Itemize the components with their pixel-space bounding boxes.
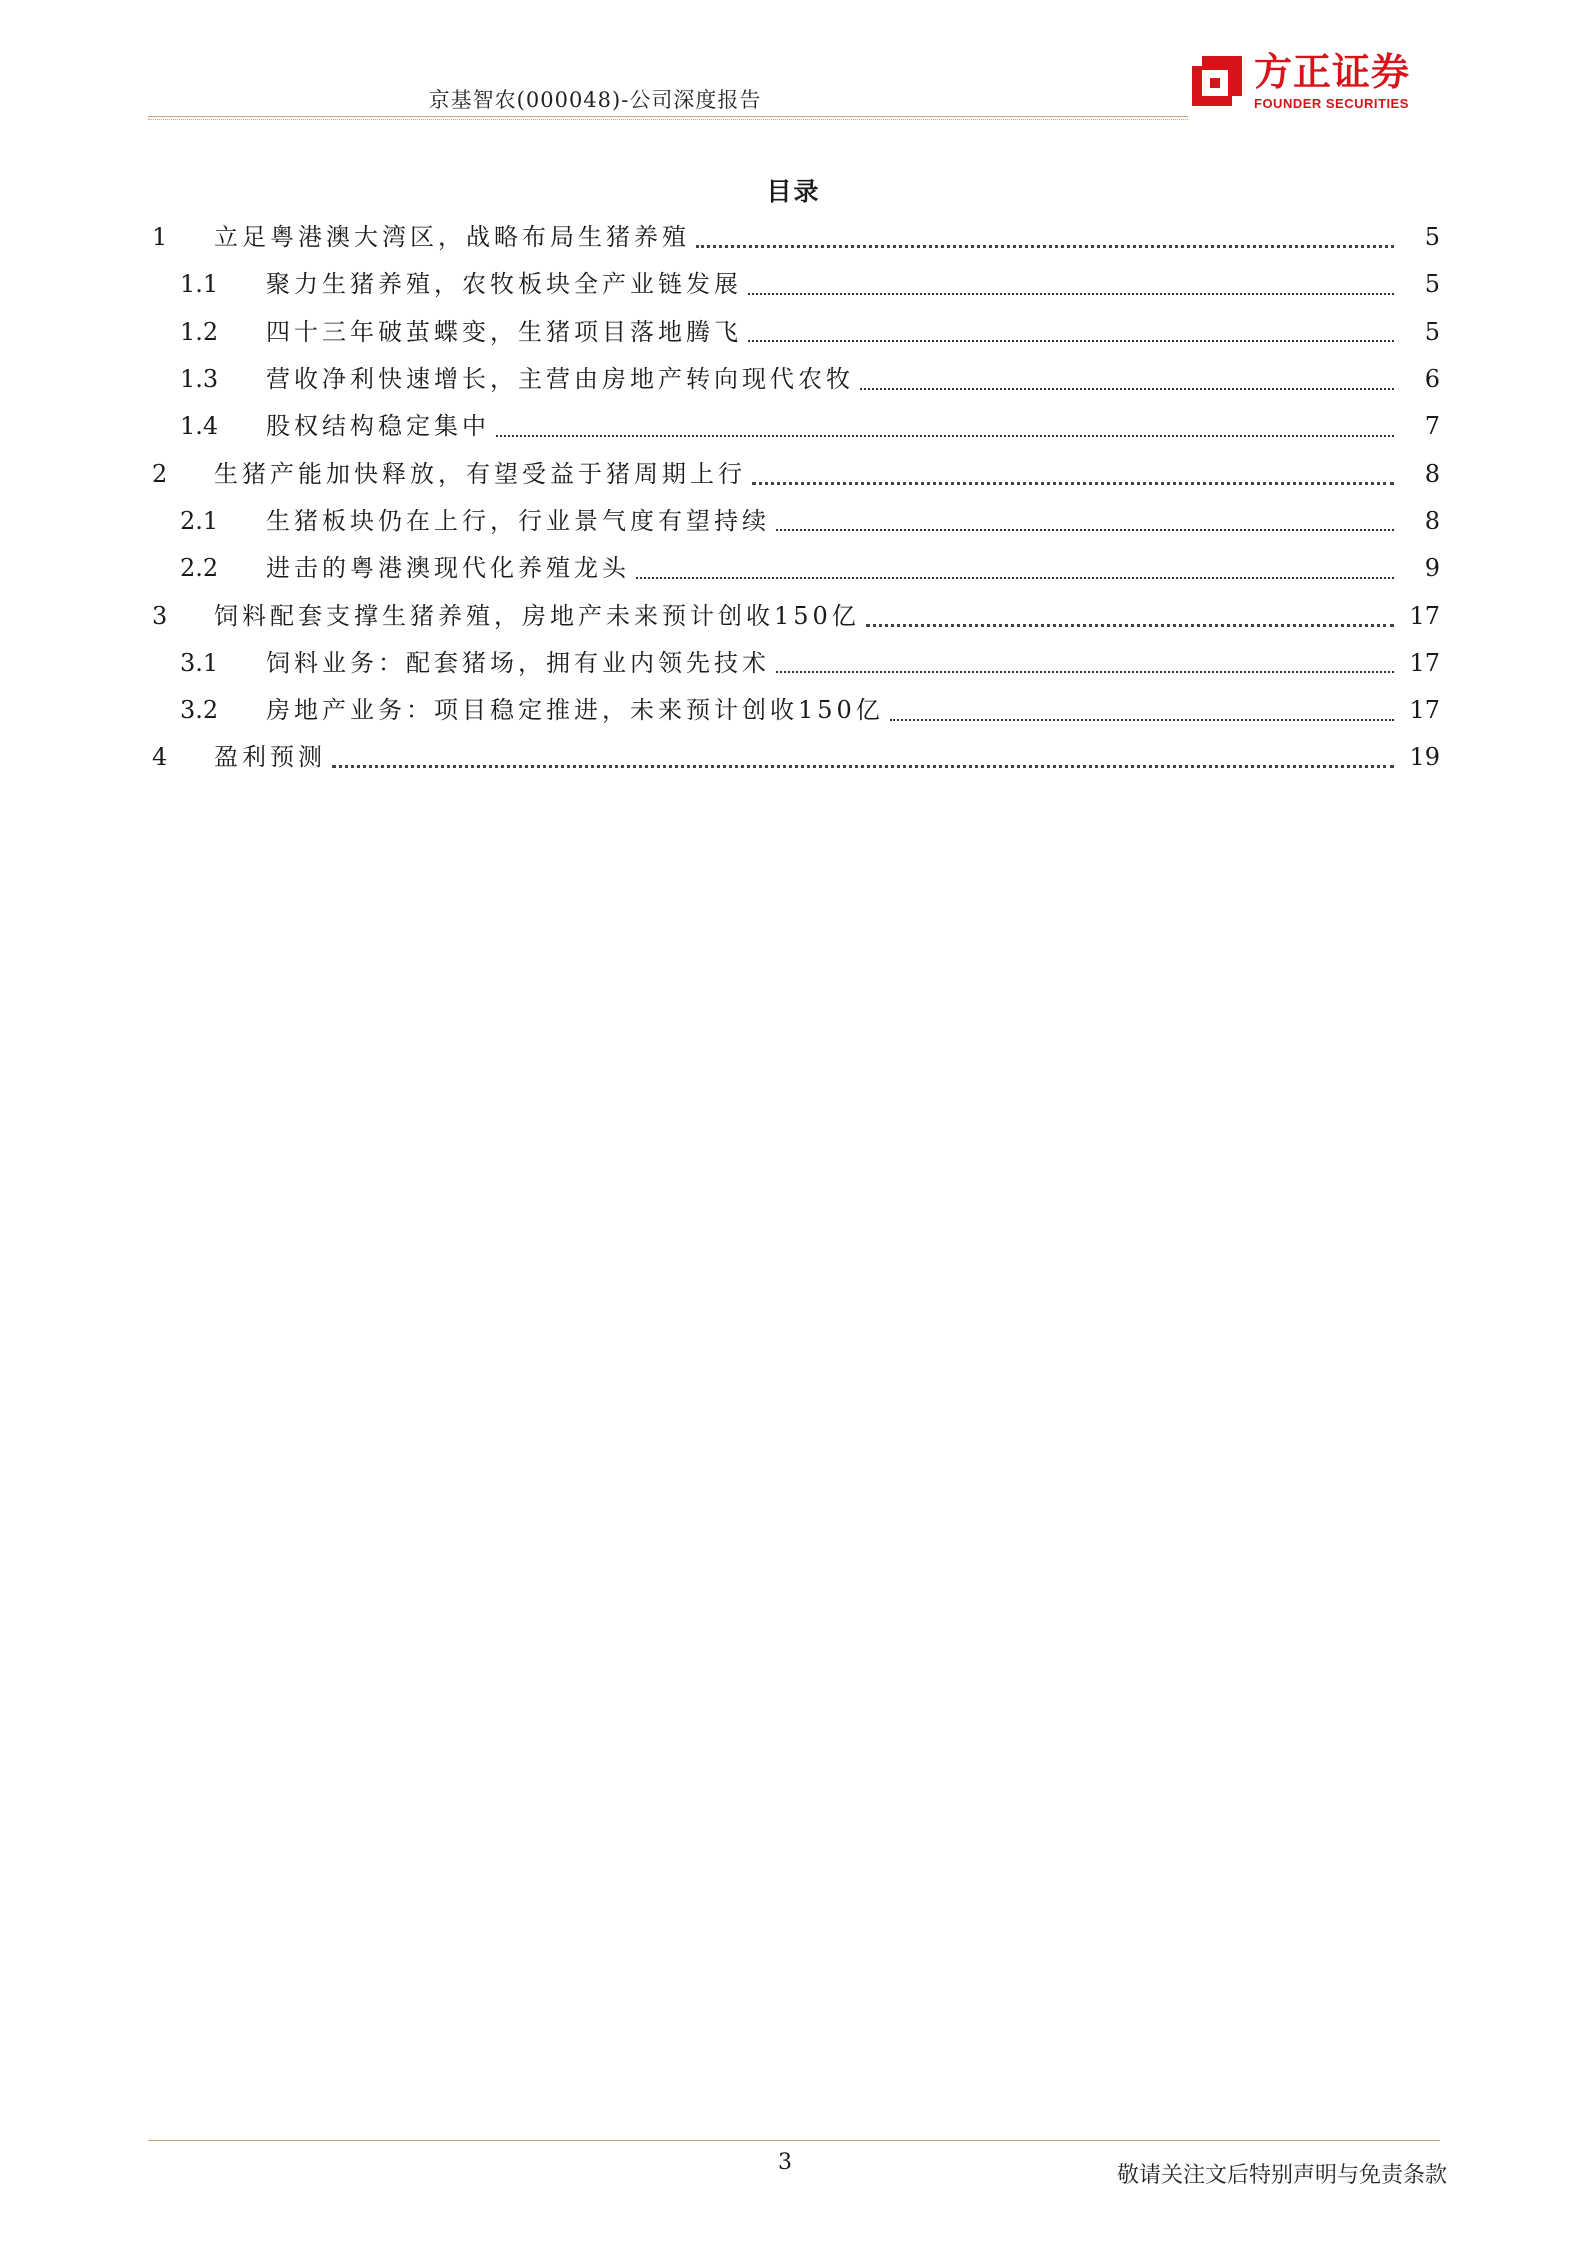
toc-dot-leader xyxy=(332,763,1394,768)
toc-entry-number: 3 xyxy=(152,601,168,630)
toc-dot-leader xyxy=(776,527,1394,531)
toc-entry[interactable] xyxy=(148,450,1440,497)
toc-entry[interactable] xyxy=(148,403,1440,450)
toc-entry-page: 8 xyxy=(1424,459,1440,488)
toc-entry-label: 股权结构稳定集中 xyxy=(266,412,490,441)
toc-entry-label: 房地产业务：项目稳定推进，未来预计创收150亿 xyxy=(266,696,884,725)
toc-entry-number: 1.3 xyxy=(180,365,219,394)
toc-dot-leader xyxy=(636,575,1394,579)
toc-entry[interactable] xyxy=(148,592,1440,639)
toc-entry[interactable] xyxy=(148,356,1440,403)
toc-dot-leader xyxy=(696,243,1394,248)
toc-entry[interactable] xyxy=(148,640,1440,687)
toc-entry-number: 1.1 xyxy=(180,270,219,299)
toc-entry-number: 3.2 xyxy=(180,696,219,725)
toc-dot-leader xyxy=(866,622,1394,627)
toc-entry-page: 19 xyxy=(1409,743,1440,772)
toc-entry-label: 四十三年破茧蝶变，生猪项目落地腾飞 xyxy=(266,317,742,346)
toc-entry-number: 2.2 xyxy=(180,554,219,583)
toc-dot-leader xyxy=(890,717,1394,721)
toc-entry-page: 17 xyxy=(1409,648,1440,677)
toc-entry-label: 聚力生猪养殖，农牧板块全产业链发展 xyxy=(266,270,742,299)
toc-entry-page: 6 xyxy=(1424,365,1440,394)
toc-dot-leader xyxy=(860,386,1394,390)
toc-entry-page: 17 xyxy=(1409,696,1440,725)
toc-entry-page: 5 xyxy=(1424,270,1440,299)
logo-chinese-name: 方正证券 xyxy=(1254,50,1411,94)
footer-disclaimer: 敬请关注文后特别声明与免责条款 xyxy=(1116,2163,1447,2188)
toc-entry-page: 5 xyxy=(1424,223,1440,252)
toc-dot-leader xyxy=(748,338,1394,342)
toc-entry-label: 饲料配套支撑生猪养殖，房地产未来预计创收150亿 xyxy=(214,601,860,630)
logo-english-name: FOUNDER SECURITIES xyxy=(1254,96,1409,111)
toc-entry-label: 生猪产能加快释放，有望受益于猪周期上行 xyxy=(214,459,746,488)
table-of-contents xyxy=(148,214,1440,782)
toc-entry-number: 1.2 xyxy=(180,317,219,346)
footer-rule xyxy=(148,2140,1440,2141)
toc-entry-label: 盈利预测 xyxy=(214,743,326,772)
toc-entry[interactable] xyxy=(148,309,1440,356)
toc-entry-label: 生猪板块仍在上行，行业景气度有望持续 xyxy=(266,506,770,535)
toc-entry-label: 饲料业务：配套猪场，拥有业内领先技术 xyxy=(266,648,770,677)
toc-entry-page: 17 xyxy=(1409,601,1440,630)
toc-entry[interactable] xyxy=(148,261,1440,308)
toc-entry-page: 9 xyxy=(1424,554,1440,583)
toc-dot-leader xyxy=(748,291,1394,295)
toc-entry-label: 立足粤港澳大湾区，战略布局生猪养殖 xyxy=(214,223,690,252)
toc-entry[interactable] xyxy=(148,214,1440,261)
founder-securities-logo xyxy=(1188,52,1418,114)
toc-title: 目录 xyxy=(766,177,821,206)
toc-entry-page: 5 xyxy=(1424,317,1440,346)
toc-entry-number: 2 xyxy=(152,459,168,488)
toc-entry[interactable] xyxy=(148,734,1440,781)
toc-entry-label: 营收净利快速增长，主营由房地产转向现代农牧 xyxy=(266,365,854,394)
header-rule xyxy=(148,116,1188,120)
toc-entry-label: 进击的粤港澳现代化养殖龙头 xyxy=(266,554,630,583)
toc-entry-number: 3.1 xyxy=(180,648,219,677)
report-header-title: 京基智农(000048)-公司深度报告 xyxy=(428,88,762,112)
toc-dot-leader xyxy=(496,433,1394,437)
toc-entry-number: 1 xyxy=(152,223,168,252)
toc-entry-number: 1.4 xyxy=(180,412,219,441)
toc-entry-page: 7 xyxy=(1424,412,1440,441)
footer-page-number: 3 xyxy=(778,2150,792,2175)
toc-entry-page: 8 xyxy=(1424,506,1440,535)
toc-dot-leader xyxy=(776,669,1394,673)
founder-logo-mark-icon xyxy=(1188,52,1246,110)
toc-entry[interactable] xyxy=(148,687,1440,734)
toc-entry-number: 4 xyxy=(152,743,168,772)
toc-entry-number: 2.1 xyxy=(180,506,219,535)
toc-dot-leader xyxy=(752,480,1394,485)
toc-entry[interactable] xyxy=(148,545,1440,592)
toc-entry[interactable] xyxy=(148,498,1440,545)
